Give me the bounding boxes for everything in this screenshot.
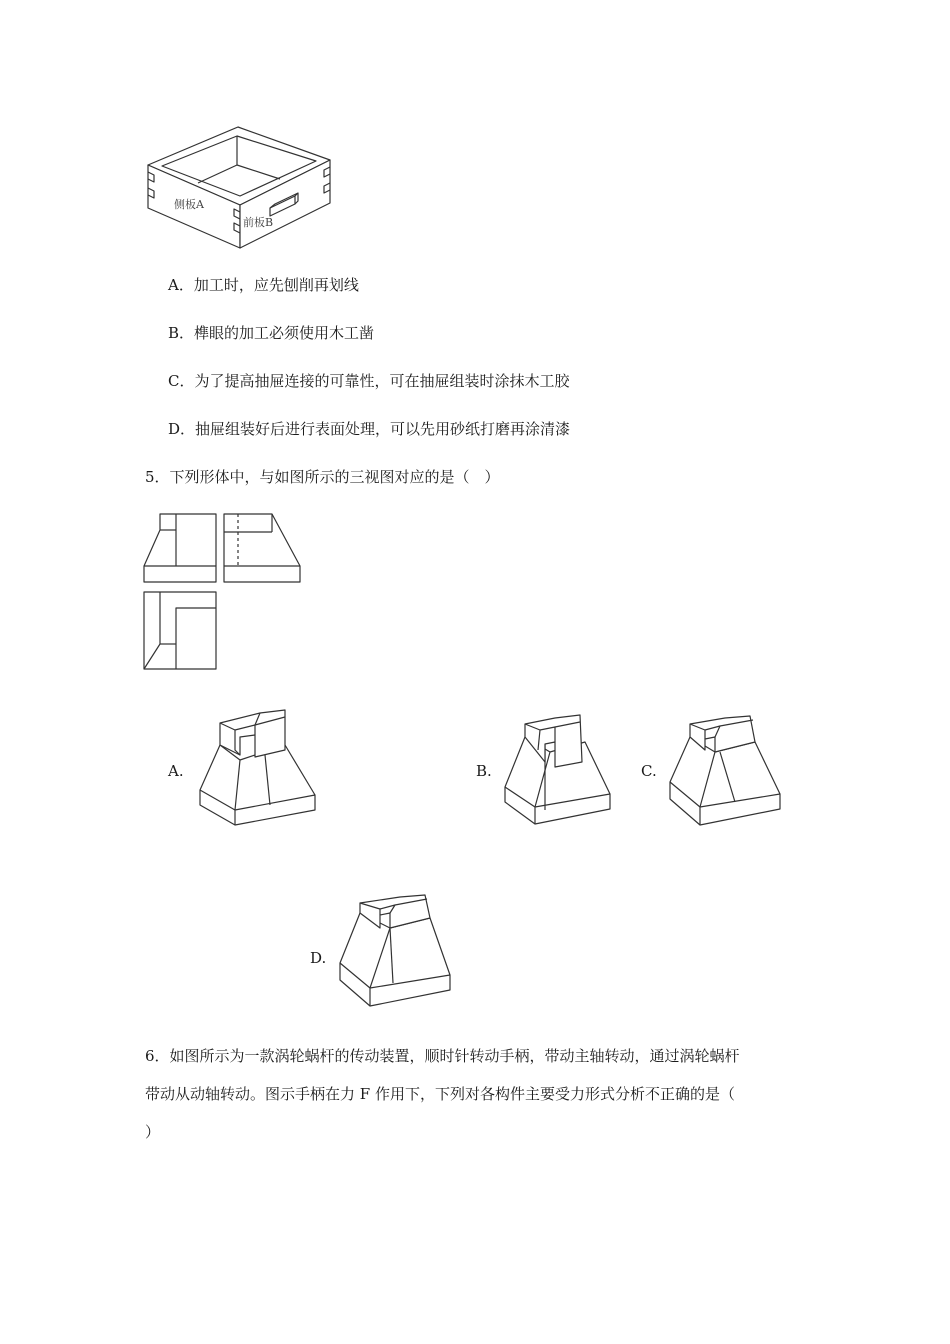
q5-choice-b-label: B.: [476, 762, 492, 780]
option-text: 抽屉组装好后进行表面处理，可以先用砂纸打磨再涂清漆: [195, 420, 571, 438]
front-view: [144, 514, 216, 582]
choice-d-figure: [335, 893, 460, 1013]
front-b-label: 前板B: [243, 216, 274, 229]
option-text: 为了提高抽屉连接的可靠性，可在抽屉组装时涂抹木工胶: [194, 372, 570, 390]
drawer-figure: [140, 120, 340, 260]
option-text: 加工时，应先刨削再划线: [193, 276, 359, 294]
q4-option-c: [168, 371, 570, 391]
q6-line-3: ）: [145, 1123, 161, 1141]
top-view: [144, 592, 216, 669]
three-view-drawing: [140, 508, 310, 678]
choice-c-figure: [665, 712, 790, 832]
q5-choice-a-label: A.: [168, 762, 184, 780]
choice-a-figure: [195, 705, 325, 830]
side-a-label: 侧板A: [174, 198, 204, 211]
q5-choice-c-label: C.: [641, 762, 657, 780]
q4-option-b: [168, 323, 374, 343]
q6-line-1: 6．如图所示为一款涡轮蜗杆的传动装置，顺时针转动手柄，带动主轴转动，通过涡轮蜗杆: [145, 1047, 740, 1065]
choice-b-figure: [500, 712, 620, 830]
q5-choice-d-label: D.: [310, 949, 327, 967]
option-letter: D．: [168, 420, 196, 438]
option-letter: A．: [168, 276, 194, 294]
option-text: 榫眼的加工必须使用木工凿: [194, 324, 375, 342]
q4-option-d: [168, 419, 570, 439]
q4-option-a: [168, 275, 359, 295]
side-view: [224, 514, 300, 582]
q5-stem: 5．下列形体中，与如图所示的三视图对应的是（ ）: [145, 468, 500, 486]
q6-line-2: 带动从动轴转动。图示手柄在力 F 作用下，下列对各构件主要受力形式分析不正确的是（: [145, 1085, 735, 1103]
option-letter: B．: [168, 324, 195, 342]
option-letter: C．: [168, 372, 195, 390]
